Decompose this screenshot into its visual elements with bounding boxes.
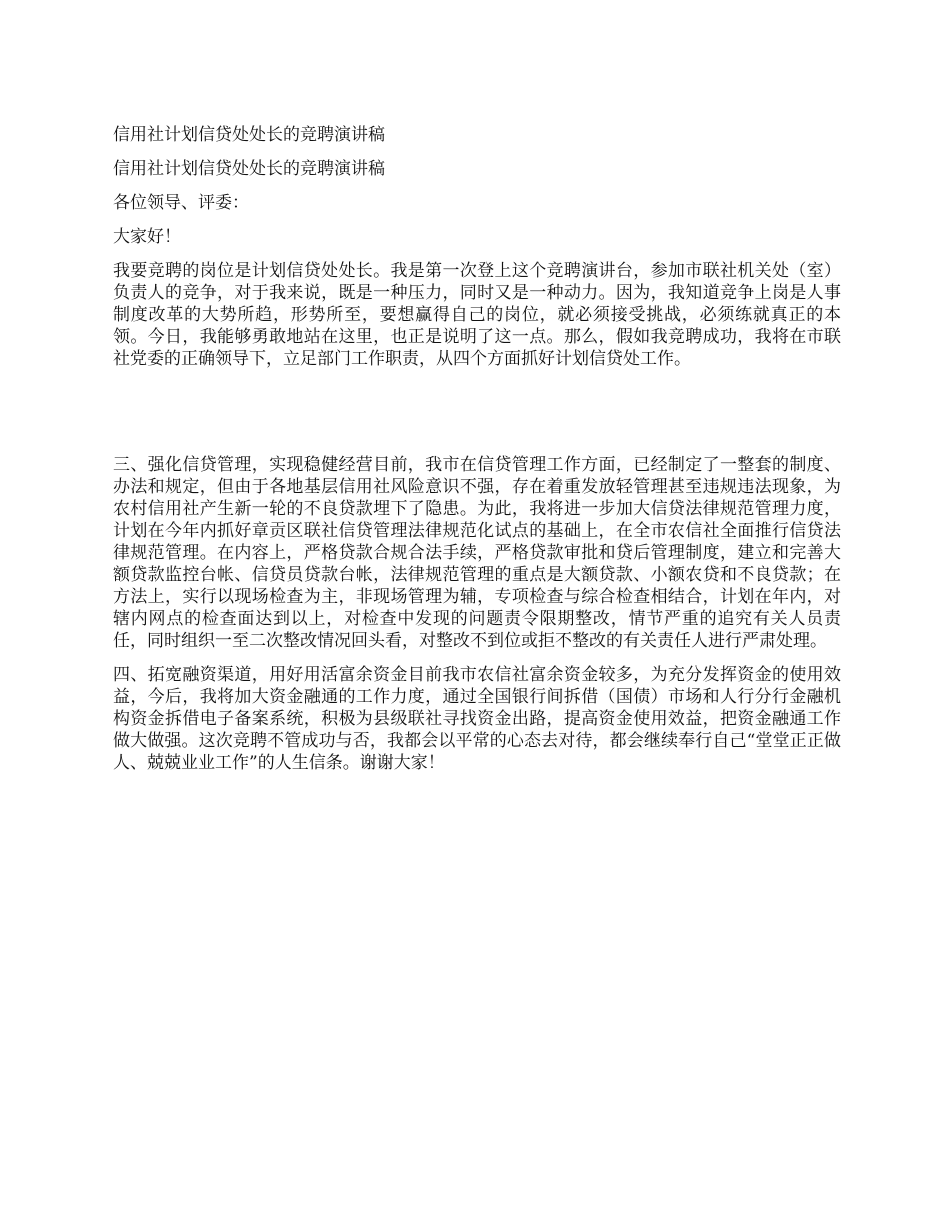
salutation: 各位领导、评委： xyxy=(113,193,249,213)
document-title: 信用社计划信贷处处长的竞聘演讲稿 xyxy=(113,125,385,145)
document-body xyxy=(113,124,841,786)
greeting: 大家好！ xyxy=(113,227,181,247)
paragraph-section-four: 四、拓宽融资渠道，用好用活富余资金目前我市农信社富余资金较多，为充分发挥资金的使用效益，今后，我将加大资金融通的工作力度，通过全国银行间拆借（国债）市场和人行分行金融机构资金拆借电子备案系统，积极为县级联社寻找资金出路，提高资金使用效益，把资金融通工作做大做强。这次竞聘不管成功与否，我都会以平常的心态去对待，都会继续奉行自己“堂堂正正做人、兢兢业业工作”的人生信条。谢谢大家！ xyxy=(113,665,841,773)
document-subtitle: 信用社计划信贷处处长的竞聘演讲稿 xyxy=(113,159,385,179)
paragraph-section-three: 三、强化信贷管理，实现稳健经营目前，我市在信贷管理工作方面，已经制定了一整套的制度、办法和规定，但由于各地基层信用社风险意识不强，存在着重发放轻管理甚至违规违法现象，为农村信用社产生新一轮的不良贷款埋下了隐患。为此，我将进一步加大信贷法律规范管理力度，计划在今年内抓好章贡区联社信贷管理法律规范化试点的基础上，在全市农信社全面推行信贷法律规范管理。在内容上，严格贷款合规合法手续，严格贷款审批和贷后管理制度，建立和完善大额贷款监控台帐、信贷员贷款台帐，法律规范管理的重点是大额贷款、小额农贷和不良贷款；在方法上，实行以现场检查为主，非现场管理为辅，专项检查与综合检查相结合，计划在年内，对辖内网点的检查面达到以上，对检查中发现的问题责令限期整改，情节严重的追究有关人员责任，同时组织一至二次整改情况回头看，对整改不到位或拒不整改的有关责任人进行严肃处理。 xyxy=(113,455,841,651)
paragraph-intro: 我要竞聘的岗位是计划信贷处处长。我是第一次登上这个竞聘演讲台，参加市联社机关处（室）负责人的竞争，对于我来说，既是一种压力，同时又是一种动力。因为，我知道竞争上岗是人事制度改革的大势所趋，形势所至，要想赢得自己的岗位，就必须接受挑战，必须练就真正的本领。今日，我能够勇敢地站在这里，也正是说明了这一点。那么，假如我竞聘成功，我将在市联社党委的正确领导下，立足部门工作职责，从四个方面抓好计划信贷处工作。 xyxy=(113,261,841,369)
